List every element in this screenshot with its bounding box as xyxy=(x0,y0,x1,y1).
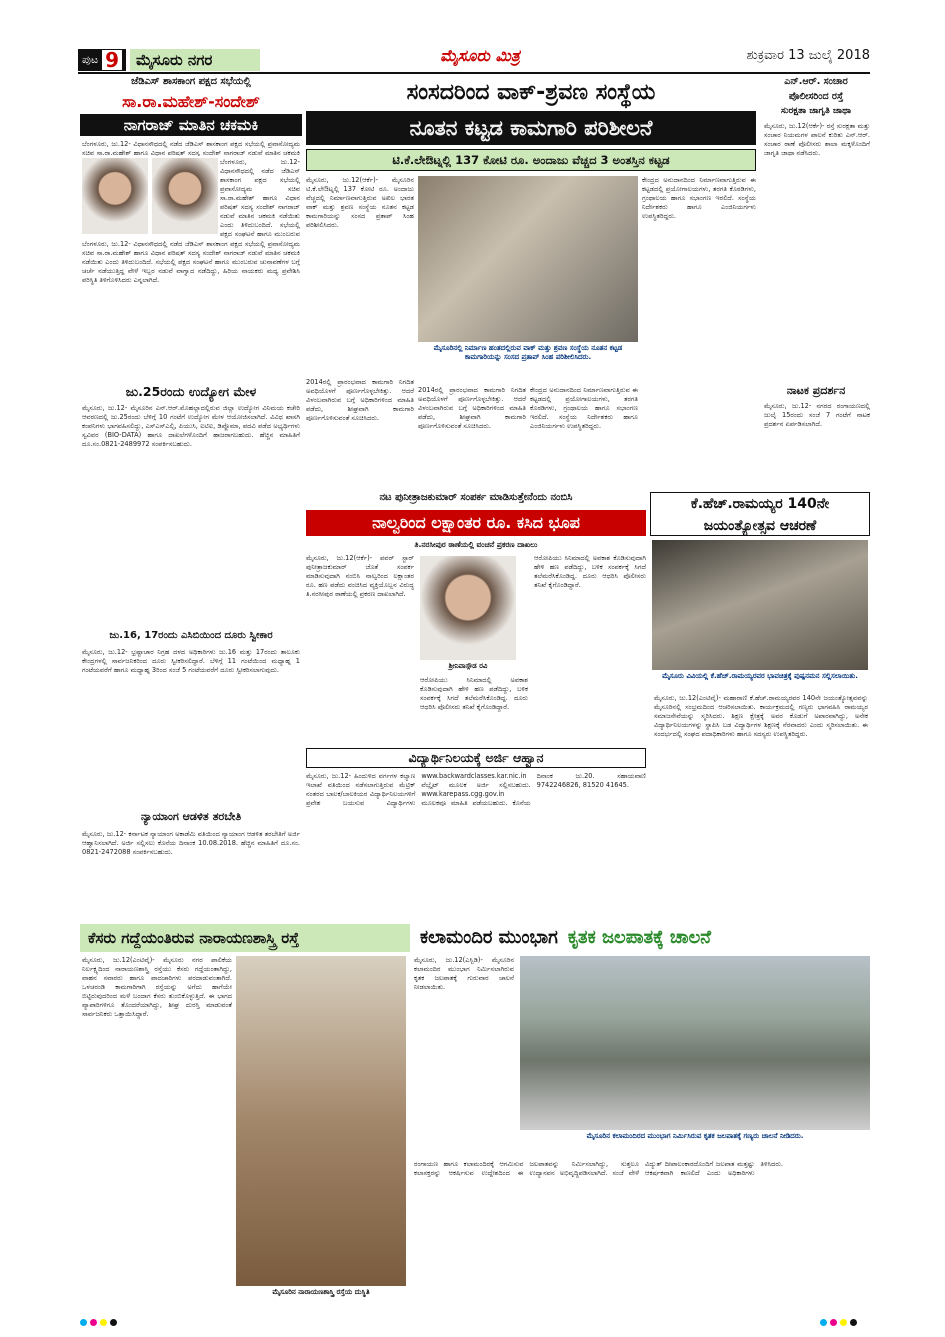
fraud-body: ಆರೋಪಿಯು ಸಿನಿಮಾದಲ್ಲಿ ಅವಕಾಶ ಕೊಡಿಸುವುದಾಗಿ ಹೇಳಿ ಹಣ ಪಡೆದಿದ್ದು, ಬಳಿಕ ಸಂಪರ್ಕಕ್ಕೆ ಸಿಗದೆ ತಲೆಮರೆಸಿಕೊಂಡಿದ್ದ. ದೂರು ಆಧರಿಸಿ ಪೊಲೀಸರು ತನಿಖೆ ಕೈಗೊಂಡಿದ್ದಾರೆ. xyxy=(420,676,528,711)
fraud-headline: ನಾಲ್ವರಿಂದ ಲಕ್ಷಾಂತರ ರೂ. ಕಸಿದ ಭೂಪ xyxy=(306,510,646,536)
lead-headline-2: ನೂತನ ಕಟ್ಟಡ ಕಾಮಗಾರಿ ಪರಿಶೀಲನೆ xyxy=(306,111,756,145)
acb-complaint-body: ಮೈಸೂರು, ಜು.12- ಭ್ರಷ್ಟಾಚಾರ ನಿಗ್ರಹ ದಳದ ಅಧಿಕಾರಿಗಳು ಜು.16 ಮತ್ತು 17ರಂದು ತಾಲೂಕು ಕೇಂದ್ರಗಳಲ್ಲಿ ಸಾರ್ವಜನಿಕರಿಂದ ದೂರು ಸ್ವೀಕರಿಸಲಿದ್ದಾರೆ. ಬೆಳಿಗ್ಗೆ 11 ಗಂಟೆಯಿಂದ ಮಧ್ಯಾಹ್ನ 1 ಗಂಟೆಯವರೆಗೆ ಹಾಗೂ ಮಧ್ಯಾಹ್ನ 3ರಿಂದ ಸಂಜೆ 5 ಗಂಟೆಯವರೆಗೆ ದೂರು ಸ್ವೀಕರಿಸಲಾಗುವುದು. xyxy=(82,648,300,674)
training-body: ಮೈಸೂರು, ಜು.12- ಕರ್ನಾಟಕ ನ್ಯಾಯಾಂಗ ಅಕಾಡೆಮಿ ವತಿಯಿಂದ ನ್ಯಾಯಾಂಗ ಆಡಳಿತ ತರಬೇತಿಗೆ ಅರ್ಜಿ ಆಹ್ವಾನಿಸಲಾಗಿದೆ. ಅರ್ಜಿ ಸಲ್ಲಿಸಲು ಕೊನೆಯ ದಿನಾಂಕ 10.08.2018. ಹೆಚ್ಚಿನ ಮಾಹಿತಿಗೆ ದೂ.ಸಂ. 0821-2472088 ಸಂಪರ್ಕಿಸಬಹುದು. xyxy=(82,830,300,856)
waterfall-body: ಮೈಸೂರು, ಜು.12(ಎಸ್ಬಿಡಿ)- ಮೈಸೂರಿನ ಕಲಾಮಂದಿರ ಮುಂಭಾಗ ನಿರ್ಮಿಸಲಾಗಿರುವ ಕೃತಕ ಜಲಪಾತಕ್ಕೆ ಗುರುವಾರ ಚಾಲನೆ ನೀಡಲಾಯಿತು. xyxy=(414,956,514,991)
fraud-subhead: ತಿ.ನರಸೀಪುರ ಠಾಣೆಯಲ್ಲಿ ವಂಚನೆ ಪ್ರಕರಣ ದಾಖಲು xyxy=(414,540,538,549)
paper-name: ಮೈಸೂರು ಮಿತ್ರ xyxy=(440,46,520,65)
drama-body: ಮೈಸೂರು, ಜು.12- ನಗರದ ರಂಗಾಯಣದಲ್ಲಿ ಜುಲೈ 15ರಂದು ಸಂಜೆ 7 ಗಂಟೆಗೆ ನಾಟಕ ಪ್ರದರ್ಶನ ಏರ್ಪಡಿಸಲಾಗಿದೆ. xyxy=(764,402,870,428)
hostel-body: ಮೈಸೂರು, ಜು.12- ಹಿಂದುಳಿದ ವರ್ಗಗಳ ಕಲ್ಯಾಣ ಇಲಾಖೆ ವತಿಯಿಂದ ನಡೆಸಲಾಗುತ್ತಿರುವ ಮೆಟ್ರಿಕ್ ನಂತರದ ಬಾಲಕ/ಬಾಲಕಿಯರ ವಿದ್ಯಾರ್ಥಿನಿಲಯಗಳಿಗೆ ಪ್ರವೇಶ ಬಯಸುವ ವಿದ್ಯಾರ್ಥಿಗಳು www.backwardclasses.kar.nic.in ವೆಬ್ಸೈಟ್ ಮೂಲಕ ಅರ್ಜಿ ಸಲ್ಲಿಸಬಹುದು. www.karepass.cgg.gov.in ಮೂಲಕವೂ ಮಾಹಿತಿ ಪಡೆಯಬಹುದು. ಕೊನೆಯ ದಿನಾಂಕ ಜು.20. ಸಹಾಯವಾಣಿ 9742246826, 81520 41645. xyxy=(306,772,646,807)
training-title: ನ್ಯಾಯಾಂಗ ಆಡಳಿತ ತರಬೇತಿ xyxy=(140,810,242,823)
waterfall-photo-caption: ಮೈಸೂರಿನ ಕಲಾಮಂದಿರದ ಮುಂಭಾಗ ನಿರ್ಮಿಸಿರುವ ಕೃತಕ ಜಲಪಾತಕ್ಕೆ ಗಣ್ಯರು ಚಾಲನೆ ನೀಡಿದರು. xyxy=(586,1132,804,1140)
fraud-body: ಮೈಸೂರು, ಜು.12(ಆರ್ಕೆ)- ಪವರ್ ಸ್ಟಾರ್ ಪುನೀತ್ರಾಜಕುಮಾರ್ ಜೊತೆ ಸಂಪರ್ಕ ಮಾಡಿಸುವುದಾಗಿ ನಂಬಿಸಿ ನಾಲ್ವರಿಂದ ಲಕ್ಷಾಂತರ ರೂ. ಹಣ ಪಡೆದು ವಂಚಿಸಿದ ವ್ಯಕ್ತಿಯೊಬ್ಬನ ವಿರುದ್ಧ ತಿ.ನರಸೀಪುರ ಠಾಣೆಯಲ್ಲಿ ಪ್ರಕರಣ ದಾಖಲಾಗಿದೆ. xyxy=(306,554,414,598)
waterfall-headline-1: ಕಲಾಮಂದಿರ ಮುಂಭಾಗ xyxy=(420,927,558,948)
lead-body: ಮೈಸೂರು, ಜು.12(ಆರ್ಕೆ)- ಮೈಸೂರಿನ ಟಿ.ಕೆ.ಲೇಔಟ್ನಲ್ಲಿ 137 ಕೋಟಿ ರೂ. ಅಂದಾಜು ವೆಚ್ಚದಲ್ಲಿ ನಿರ್ಮಾಣವಾಗುತ್ತಿರುವ ಅಖಿಲ ಭಾರತ ವಾಕ್ ಮತ್ತು ಶ್ರವಣ ಸಂಸ್ಥೆಯ ನೂತನ ಕಟ್ಟಡ ಕಾಮಗಾರಿಯನ್ನು ಸಂಸದ ಪ್ರತಾಪ್ ಸಿಂಹ ಪರಿಶೀಲಿಸಿದರು. xyxy=(306,176,414,229)
ramaiah-headline-2: ಜಯಂತ್ಯೋತ್ಸವ ಆಚರಣೆ xyxy=(703,518,817,534)
jobfair-body: ಮೈಸೂರು, ಜು.12- ಮೈಸೂರಿನ ಎನ್.ಆರ್.ಮೊಹಲ್ಲಾದಲ್ಲಿರುವ ಜಿಲ್ಲಾ ಉದ್ಯೋಗ ವಿನಿಮಯ ಕಚೇರಿ ಆವರಣದಲ್ಲಿ ಜು.25ರಂದು ಬೆಳಿಗ್ಗೆ 10 ಗಂಟೆಗೆ ಉದ್ಯೋಗ ಮೇಳ ಆಯೋಜಿಸಲಾಗಿದೆ. ವಿವಿಧ ಖಾಸಗಿ ಕಂಪನಿಗಳು ಭಾಗವಹಿಸಲಿದ್ದು, ಎಸ್ಎಸ್ಎಲ್ಸಿ, ಪಿಯುಸಿ, ಐಟಿಐ, ಡಿಪ್ಲೊಮಾ, ಪದವಿ ಪಡೆದ ಅಭ್ಯರ್ಥಿಗಳು ಸ್ವವಿವರ (BIO-DATA) ಹಾಗೂ ದಾಖಲೆಗಳೊಂದಿಗೆ ಹಾಜರಾಗಬಹುದು. ಹೆಚ್ಚಿನ ಮಾಹಿತಿಗೆ ದೂ.ಸಂ.0821-2489972 ಸಂಪರ್ಕಿಸಬಹುದು. xyxy=(82,404,300,448)
lead-photo-caption: ಮೈಸೂರಿನಲ್ಲಿ ನಿರ್ಮಾಣ ಹಂತದಲ್ಲಿರುವ ವಾಕ್ ಮತ್ತು ಶ್ರವಣ ಸಂಸ್ಥೆಯ ನೂತನ ಕಟ್ಟಡ ಕಾಮಗಾರಿಯನ್ನು ಸಂಸದ ಪ್ರತಾಪ್ ಸಿಂಹ ಪರಿಶೀಲಿಸಿದರು. xyxy=(433,344,623,361)
print-registration-marks xyxy=(820,1319,857,1327)
accused-portrait-caption: ಶ್ರೀನಿವಾಸ್ಗೌಡ ರವಿ xyxy=(448,662,488,670)
issue-date: ಶುಕ್ರವಾರ 13 ಜುಲೈ 2018 xyxy=(746,48,870,63)
traffic-title-2: ಪೊಲೀಸರಿಂದ ರಸ್ತೆ xyxy=(788,91,844,102)
left-article-body: ಬೆಂಗಳೂರು, ಜು.12- ವಿಧಾನಸೌಧದಲ್ಲಿ ನಡೆದ ಜೆಡಿಎಸ್ ಶಾಸಕಾಂಗ ಪಕ್ಷದ ಸಭೆಯಲ್ಲಿ ಪ್ರವಾಸೋದ್ಯಮ ಸಚಿವ ಸಾ.ರಾ.ಮಹೇಶ್ ಹಾಗೂ ವಿಧಾನ ಪರಿಷತ್ ಸದಸ್ಯ ಸಂದೇಶ್ ನಾಗರಾಜ್ ನಡುವೆ ಮಾತಿನ ಚಕಮಕಿ ನಡೆಯಿತು ಎಂದು ತಿಳಿದುಬಂದಿದೆ. ಸಭೆಯಲ್ಲಿ ಪಕ್ಷದ ಸಂಘಟನೆ ಹಾಗೂ ಮುಂಬರುವ xyxy=(220,158,300,238)
waterfall-photo xyxy=(520,956,870,1130)
jobfair-title: ಜು.25ರಂದು ಉದ್ಯೋಗ ಮೇಳ xyxy=(125,384,257,399)
page-number: 9 xyxy=(102,50,122,70)
left-headline-2: ನಾಗರಾಜ್ ಮಾತಿನ ಚಕಮಕಿ xyxy=(80,114,302,136)
acb-complaint-title: ಜು.16, 17ರಂದು ಎಸಿಬಿಯಿಂದ ದೂರು ಸ್ವೀಕಾರ xyxy=(109,630,273,641)
lead-headline-1: ಸಂಸದರಿಂದ ವಾಕ್-ಶ್ರವಣ ಸಂಸ್ಥೆಯ xyxy=(406,80,656,105)
road-body: ಮೈಸೂರು, ಜು.12(ಎಂಟಿವೈ)- ಮೈಸೂರು ನಗರ ಪಾಲಿಕೆಯ ನಿರ್ಲಕ್ಷ್ಯದಿಂದ ನಾರಾಯಣಶಾಸ್ತ್ರಿ ರಸ್ತೆಯು ಕೆಸರು ಗದ್ದೆಯಂತಾಗಿದ್ದು, ವಾಹನ ಸವಾರರು ಹಾಗೂ ಪಾದಚಾರಿಗಳು ಪರದಾಡುವಂತಾಗಿದೆ. ಒಳಚರಂಡಿ ಕಾಮಗಾರಿಗಾಗಿ ರಸ್ತೆಯನ್ನು ಅಗೆದು ಹಾಗೆಯೇ ಬಿಟ್ಟಿರುವುದರಿಂದ ಮಳೆ ಬಂದಾಗ ಕೆಸರು ತುಂಬಿಕೊಳ್ಳುತ್ತಿದೆ. ಈ ಭಾಗದ ವ್ಯಾಪಾರಿಗಳಿಗೂ ತೊಂದರೆಯಾಗಿದ್ದು, ಶೀಘ್ರ ದುರಸ್ತಿ ಮಾಡುವಂತೆ ಸಾರ್ವಜನಿಕರು ಒತ್ತಾಯಿಸಿದ್ದಾರೆ. xyxy=(82,956,232,1018)
waterfall-headline-2: ಕೃತಕ ಜಲಪಾತಕ್ಕೆ ಚಾಲನೆ xyxy=(567,927,711,948)
traffic-body: ಮೈಸೂರು, ಜು.12(ಆರ್ಕೆ)- ರಸ್ತೆ ಸುರಕ್ಷತಾ ಮತ್ತು ಸಂಚಾರ ನಿಯಮಗಳ ಪಾಲನೆ ಕುರಿತು ಎನ್.ಆರ್. ಸಂಚಾರ ಠಾಣೆ ಪೊಲೀಸರು ಶಾಲಾ ಮಕ್ಕಳೊಂದಿಗೆ ಜಾಗೃತಿ ಜಾಥಾ ನಡೆಸಿದರು. xyxy=(764,122,870,157)
ramaiah-photo-caption: ಮೈಸೂರು ವಿವಿಯಲ್ಲಿ ಕೆ.ಹೆಚ್.ರಾಮಯ್ಯರವರ ಭಾವಚಿತ್ರಕ್ಕೆ ಪುಷ್ಪನಮನ ಸಲ್ಲಿಸಲಾಯಿತು. xyxy=(662,672,858,680)
ramaiah-headline-1: ಕೆ.ಹೆಚ್.ರಾಮಯ್ಯರ 140ನೇ xyxy=(690,496,830,512)
hostel-title: ವಿದ್ಯಾರ್ಥಿನಿಲಯಕ್ಕೆ ಅರ್ಜಿ ಆಹ್ವಾನ xyxy=(306,748,646,768)
accused-portrait xyxy=(420,556,516,660)
traffic-title-1: ಎನ್.ಆರ್. ಸಂಚಾರ xyxy=(784,76,848,87)
left-kicker: ಜೆಡಿಎಸ್ ಶಾಸಕಾಂಗ ಪಕ್ಷದ ಸಭೆಯಲ್ಲಿ xyxy=(131,76,251,87)
header-rule xyxy=(78,72,870,74)
page-number-badge xyxy=(78,49,126,71)
section-label: ಮೈಸೂರು ನಗರ xyxy=(130,49,260,71)
portrait-photo xyxy=(152,158,218,234)
waterfall-headline xyxy=(414,924,870,952)
road-headline: ಕೆಸರು ಗದ್ದೆಯಂತಿರುವ ನಾರಾಯಣಶಾಸ್ತ್ರಿ ರಸ್ತೆ xyxy=(80,924,410,952)
portrait-photo xyxy=(82,158,148,234)
waterfall-body: ರಂಗಾಯಣ ಹಾಗೂ ಕಲಾಮಂದಿರಕ್ಕೆ ಆಗಮಿಸುವ ಕಲಾಸಕ್ತರನ್ನು ಆಕರ್ಷಿಸುವ ಉದ್ದೇಶದಿಂದ ಈ ಜಲಪಾತವನ್ನು ನಿರ್ಮಿಸಲಾಗಿದ್ದು, ಸುತ್ತಲೂ ಉದ್ಯಾನವನ ಅಭಿವೃದ್ಧಿಪಡಿಸಲಾಗಿದೆ. ಸಂಜೆ ವೇಳೆ ವಿದ್ಯುತ್ ದೀಪಾಲಂಕಾರದೊಂದಿಗೆ ಜಲಪಾತ ಮತ್ತಷ್ಟು ಆಕರ್ಷಕವಾಗಿ ಕಾಣಲಿದೆ ಎಂದು ಅಧಿಕಾರಿಗಳು ತಿಳಿಸಿದರು. xyxy=(414,1160,784,1177)
lead-body: ಕೇಂದ್ರದ ಅನುದಾನದಿಂದ ನಿರ್ಮಾಣವಾಗುತ್ತಿರುವ ಈ ಕಟ್ಟಡದಲ್ಲಿ ಪ್ರಯೋಗಾಲಯಗಳು, ತರಗತಿ ಕೊಠಡಿಗಳು, ಗ್ರಂಥಾಲಯ ಹಾಗೂ ಸಭಾಂಗಣ ಇರಲಿದೆ. ಸಂಸ್ಥೆಯ ನಿರ್ದೇಶಕರು ಹಾಗೂ ಎಂಜಿನಿಯರ್ಗಳು ಉಪಸ್ಥಿತರಿದ್ದರು. xyxy=(530,386,638,430)
left-headline-1: ಸಾ.ರಾ.ಮಹೇಶ್-ಸಂದೇಶ್ xyxy=(122,92,260,111)
left-article-body: ಬೆಂಗಳೂರು, ಜು.12- ವಿಧಾನಸೌಧದಲ್ಲಿ ನಡೆದ ಜೆಡಿಎಸ್ ಶಾಸಕಾಂಗ ಪಕ್ಷದ ಸಭೆಯಲ್ಲಿ ಪ್ರವಾಸೋದ್ಯಮ ಸಚಿವ ಸಾ.ರಾ.ಮಹೇಶ್ ಹಾಗೂ ವಿಧಾನ ಪರಿಷತ್ ಸದಸ್ಯ ಸಂದೇಶ್ ನಾಗರಾಜ್ ನಡುವೆ ಮಾತಿನ ಚಕಮಕಿ ನಡೆಯಿತು ಎಂದು ತಿಳಿದುಬಂದಿದೆ. ಸಭೆಯಲ್ಲಿ ಪಕ್ಷದ ಸಂಘಟನೆ ಹಾಗೂ ಮುಂಬರುವ ಚುನಾವಣೆಗಳ ಬಗ್ಗೆ ಚರ್ಚೆ ನಡೆಯುತ್ತಿದ್ದ ವೇಳೆ ಇಬ್ಬರ ನಡುವೆ ವಾಗ್ವಾದ ನಡೆದಿದ್ದು, ಹಿರಿಯ ನಾಯಕರು ಮಧ್ಯ ಪ್ರವೇಶಿಸಿ ಪರಿಸ್ಥಿತಿ ತಿಳಿಗೊಳಿಸಿದರು ಎನ್ನಲಾಗಿದೆ. xyxy=(82,240,300,284)
lead-body: 2014ರಲ್ಲಿ ಪ್ರಾರಂಭವಾದ ಕಾಮಗಾರಿ ನಿಗದಿತ ಅವಧಿಯೊಳಗೆ ಪೂರ್ಣಗೊಳ್ಳಬೇಕಿತ್ತು. ಆದರೆ ವಿಳಂಬವಾಗಿರುವ ಬಗ್ಗೆ ಅಧಿಕಾರಿಗಳಿಂದ ಮಾಹಿತಿ ಪಡೆದು, ಶೀಘ್ರವಾಗಿ ಕಾಮಗಾರಿ ಪೂರ್ಣಗೊಳಿಸುವಂತೆ ಸೂಚಿಸಿದರು. xyxy=(306,378,414,422)
fraud-body: ಆರೋಪಿಯು ಸಿನಿಮಾದಲ್ಲಿ ಅವಕಾಶ ಕೊಡಿಸುವುದಾಗಿ ಹೇಳಿ ಹಣ ಪಡೆದಿದ್ದು, ಬಳಿಕ ಸಂಪರ್ಕಕ್ಕೆ ಸಿಗದೆ ತಲೆಮರೆಸಿಕೊಂಡಿದ್ದ. ದೂರು ಆಧರಿಸಿ ಪೊಲೀಸರು ತನಿಖೆ ಕೈಗೊಂಡಿದ್ದಾರೆ. xyxy=(534,554,646,589)
fraud-kicker: ನಟ ಪುನೀತ್ರಾಜಕುಮಾರ್ ಸಂಪರ್ಕ ಮಾಡಿಸುತ್ತೇನೆಂದು ನಂಬಿಸಿ xyxy=(379,492,573,503)
ramaiah-body: ಮೈಸೂರು, ಜು.12(ಎಂಟಿವೈ)- ಮಹಾರಾಣಿ ಕೆ.ಹೆಚ್.ರಾಮಯ್ಯರವರ 140ನೇ ಜಯಂತ್ಯೋತ್ಸವವನ್ನು ಮೈಸೂರಿನಲ್ಲಿ ಸಂಭ್ರಮದಿಂದ ಆಚರಿಸಲಾಯಿತು. ಕಾರ್ಯಕ್ರಮದಲ್ಲಿ ಗಣ್ಯರು ಭಾಗವಹಿಸಿ ರಾಮಯ್ಯರ ಸಮಾಜಸೇವೆಯನ್ನು ಸ್ಮರಿಸಿದರು. ಶಿಕ್ಷಣ ಕ್ಷೇತ್ರಕ್ಕೆ ಅವರ ಕೊಡುಗೆ ಅಪಾರವಾಗಿದ್ದು, ಅನೇಕ ವಿದ್ಯಾರ್ಥಿನಿಲಯಗಳನ್ನು ಸ್ಥಾಪಿಸಿ ಬಡ ವಿದ್ಯಾರ್ಥಿಗಳ ಶಿಕ್ಷಣಕ್ಕೆ ನೆರವಾದರು ಎಂದು ಸ್ಮರಿಸಲಾಯಿತು. ಈ ಸಂದರ್ಭದಲ್ಲಿ ಸಂಘದ ಪದಾಧಿಕಾರಿಗಳು ಹಾಗೂ ಸದಸ್ಯರು ಉಪಸ್ಥಿತರಿದ್ದರು. xyxy=(654,694,868,738)
ramaiah-headline xyxy=(650,492,870,536)
road-photo xyxy=(236,956,406,1286)
left-article-body: ಬೆಂಗಳೂರು, ಜು.12- ವಿಧಾನಸೌಧದಲ್ಲಿ ನಡೆದ ಜೆಡಿಎಸ್ ಶಾಸಕಾಂಗ ಪಕ್ಷದ ಸಭೆಯಲ್ಲಿ ಪ್ರವಾಸೋದ್ಯಮ ಸಚಿವ ಸಾ.ರಾ.ಮಹೇಶ್ ಹಾಗೂ ವಿಧಾನ ಪರಿಷತ್ ಸದಸ್ಯ ಸಂದೇಶ್ ನಾಗರಾಜ್ ನಡುವೆ ಮಾತಿನ ಚಕಮಕಿ xyxy=(82,140,300,156)
ramaiah-photo xyxy=(652,540,868,670)
lead-subhead: ಟಿ.ಕೆ.ಲೇಔಟ್ನಲ್ಲಿ 137 ಕೋಟಿ ರೂ. ಅಂದಾಜು ವೆಚ್ಚದ 3 ಅಂತಸ್ತಿನ ಕಟ್ಟಡ xyxy=(306,149,756,171)
page-prefix: ಪುಟ xyxy=(82,53,99,66)
lead-body: 2014ರಲ್ಲಿ ಪ್ರಾರಂಭವಾದ ಕಾಮಗಾರಿ ನಿಗದಿತ ಅವಧಿಯೊಳಗೆ ಪೂರ್ಣಗೊಳ್ಳಬೇಕಿತ್ತು. ಆದರೆ ವಿಳಂಬವಾಗಿರುವ ಬಗ್ಗೆ ಅಧಿಕಾರಿಗಳಿಂದ ಮಾಹಿತಿ ಪಡೆದು, ಶೀಘ್ರವಾಗಿ ಕಾಮಗಾರಿ ಪೂರ್ಣಗೊಳಿಸುವಂತೆ ಸೂಚಿಸಿದರು. xyxy=(418,386,526,430)
lead-photo xyxy=(418,176,638,342)
road-photo-caption: ಮೈಸೂರಿನ ನಾರಾಯಣಶಾಸ್ತ್ರಿ ರಸ್ತೆಯ ದುಸ್ಥಿತಿ xyxy=(272,1288,370,1296)
traffic-title-3: ಸುರಕ್ಷತಾ ಜಾಗೃತಿ ಜಾಥಾ xyxy=(780,106,852,116)
print-registration-marks xyxy=(80,1319,117,1327)
drama-title: ನಾಟಕ ಪ್ರದರ್ಶನ xyxy=(786,384,846,397)
lead-body: ಕೇಂದ್ರದ ಅನುದಾನದಿಂದ ನಿರ್ಮಾಣವಾಗುತ್ತಿರುವ ಈ ಕಟ್ಟಡದಲ್ಲಿ ಪ್ರಯೋಗಾಲಯಗಳು, ತರಗತಿ ಕೊಠಡಿಗಳು, ಗ್ರಂಥಾಲಯ ಹಾಗೂ ಸಭಾಂಗಣ ಇರಲಿದೆ. ಸಂಸ್ಥೆಯ ನಿರ್ದೇಶಕರು ಹಾಗೂ ಎಂಜಿನಿಯರ್ಗಳು ಉಪಸ್ಥಿತರಿದ್ದರು. xyxy=(642,176,756,220)
